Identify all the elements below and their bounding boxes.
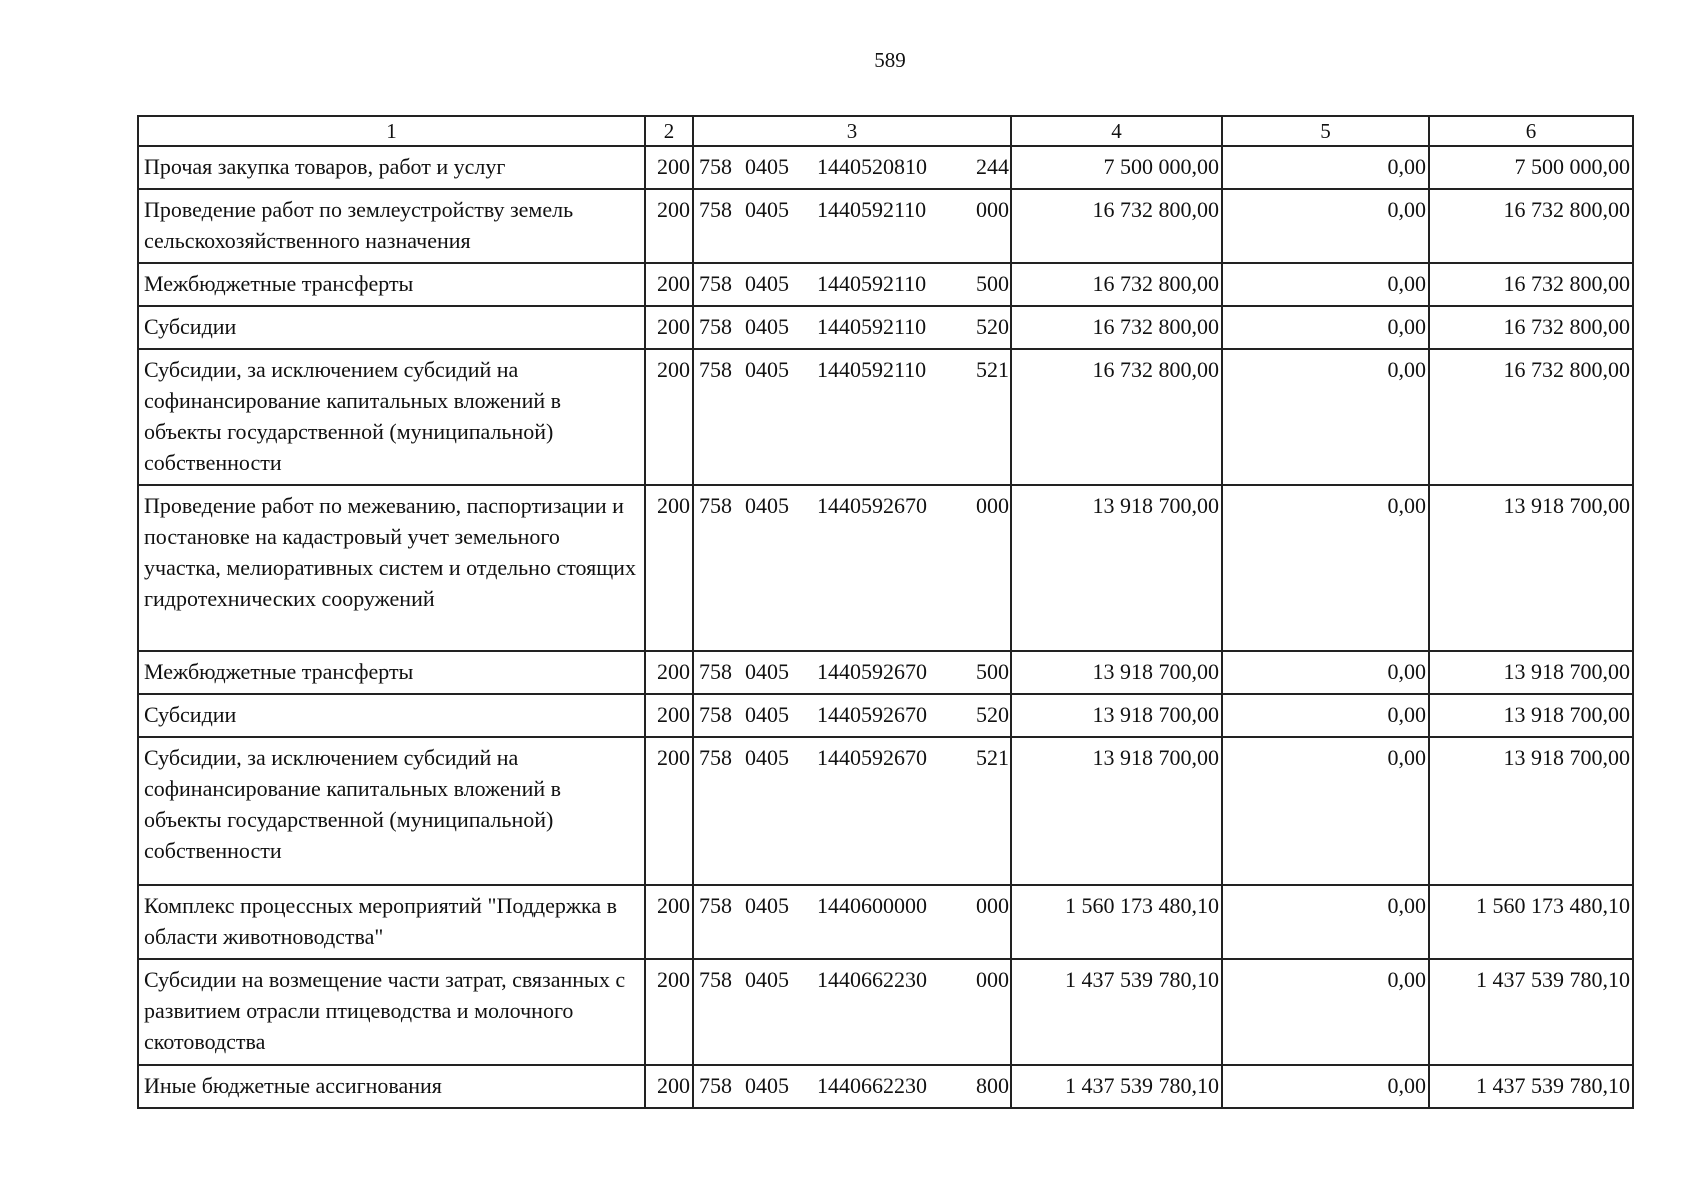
- row-name: Субсидии на возмещение части затрат, связанных с развитием отрасли птицеводства и молочного скотоводства: [138, 959, 645, 1065]
- row-amount-6: 1 437 539 780,10: [1429, 1065, 1633, 1108]
- row-column-2: 200: [645, 885, 693, 959]
- row-amount-4: 7 500 000,00: [1011, 146, 1222, 189]
- row-amount-6: 13 918 700,00: [1429, 694, 1633, 737]
- row-name: Субсидии, за исключением субсидий на софинансирование капитальных вложений в объекты государственной (муниципальной) собственности: [138, 349, 645, 485]
- code-section: 0405: [745, 271, 789, 296]
- budget-table: [137, 115, 1634, 1109]
- code-section: 0405: [745, 314, 789, 339]
- row-amount-5: 0,00: [1222, 306, 1429, 349]
- row-name: Межбюджетные трансферты: [138, 651, 645, 694]
- row-name: Субсидии: [138, 694, 645, 737]
- row-amount-4: 1 437 539 780,10: [1011, 959, 1222, 1065]
- table-row: [138, 349, 1633, 485]
- code-section: 0405: [745, 745, 789, 770]
- row-amount-6: 16 732 800,00: [1429, 349, 1633, 485]
- row-classification-codes: [693, 485, 1011, 651]
- code-target-article: 1440662230: [817, 1073, 927, 1098]
- row-name: Субсидии: [138, 306, 645, 349]
- table-row: [138, 485, 1633, 651]
- page-number: 589: [874, 48, 906, 72]
- code-target-article: 1440592110: [817, 357, 927, 382]
- code-section: 0405: [745, 357, 789, 382]
- row-classification-codes: [693, 651, 1011, 694]
- code-ministry: 758: [699, 493, 732, 518]
- code-ministry: 758: [699, 314, 732, 339]
- row-amount-6: 13 918 700,00: [1429, 737, 1633, 885]
- table-row: [138, 146, 1633, 189]
- table-row: [138, 263, 1633, 306]
- table-row: [138, 651, 1633, 694]
- row-name: Иные бюджетные ассигнования: [138, 1065, 645, 1108]
- row-classification-codes: [693, 146, 1011, 189]
- code-ministry: 758: [699, 893, 732, 918]
- code-expense-type: 244: [976, 154, 1009, 179]
- row-amount-4: 16 732 800,00: [1011, 349, 1222, 485]
- row-column-2: 200: [645, 146, 693, 189]
- row-name: Межбюджетные трансферты: [138, 263, 645, 306]
- code-ministry: 758: [699, 745, 732, 770]
- table-row: [138, 737, 1633, 885]
- code-ministry: 758: [699, 702, 732, 727]
- code-ministry: 758: [699, 197, 732, 222]
- row-amount-5: 0,00: [1222, 189, 1429, 263]
- code-expense-type: 520: [976, 702, 1009, 727]
- row-amount-6: 1 560 173 480,10: [1429, 885, 1633, 959]
- row-amount-6: 16 732 800,00: [1429, 263, 1633, 306]
- row-amount-5: 0,00: [1222, 959, 1429, 1065]
- code-target-article: 1440592670: [817, 659, 927, 684]
- code-section: 0405: [745, 967, 789, 992]
- code-section: 0405: [745, 493, 789, 518]
- code-target-article: 1440592110: [817, 271, 927, 296]
- row-amount-5: 0,00: [1222, 1065, 1429, 1108]
- row-amount-6: 13 918 700,00: [1429, 485, 1633, 651]
- table-row: [138, 306, 1633, 349]
- code-ministry: 758: [699, 154, 732, 179]
- row-amount-5: 0,00: [1222, 885, 1429, 959]
- row-classification-codes: [693, 694, 1011, 737]
- row-amount-5: 0,00: [1222, 694, 1429, 737]
- row-column-2: 200: [645, 485, 693, 651]
- row-amount-5: 0,00: [1222, 263, 1429, 306]
- row-amount-4: 13 918 700,00: [1011, 651, 1222, 694]
- code-section: 0405: [745, 154, 789, 179]
- row-column-2: 200: [645, 1065, 693, 1108]
- row-name: Проведение работ по межеванию, паспортизации и постановке на кадастровый учет земельного участка, мелиоративных систем и отдельно стоящих гидротехнических сооружений: [138, 485, 645, 651]
- code-expense-type: 500: [976, 271, 1009, 296]
- row-amount-4: 13 918 700,00: [1011, 737, 1222, 885]
- row-amount-4: 1 560 173 480,10: [1011, 885, 1222, 959]
- code-ministry: 758: [699, 967, 732, 992]
- row-amount-5: 0,00: [1222, 146, 1429, 189]
- row-classification-codes: [693, 263, 1011, 306]
- row-amount-4: 16 732 800,00: [1011, 189, 1222, 263]
- row-column-2: 200: [645, 306, 693, 349]
- code-expense-type: 500: [976, 659, 1009, 684]
- table-row: [138, 885, 1633, 959]
- table-row: [138, 189, 1633, 263]
- row-name: Прочая закупка товаров, работ и услуг: [138, 146, 645, 189]
- row-classification-codes: [693, 885, 1011, 959]
- code-target-article: 1440600000: [817, 893, 927, 918]
- row-amount-4: 16 732 800,00: [1011, 263, 1222, 306]
- header-cell: 1: [138, 116, 645, 146]
- header-cell: 3: [693, 116, 1011, 146]
- header-cell: 2: [645, 116, 693, 146]
- row-classification-codes: [693, 306, 1011, 349]
- header-cell: 6: [1429, 116, 1633, 146]
- code-target-article: 1440592670: [817, 702, 927, 727]
- row-classification-codes: [693, 349, 1011, 485]
- row-classification-codes: [693, 959, 1011, 1065]
- code-target-article: 1440520810: [817, 154, 927, 179]
- code-section: 0405: [745, 893, 789, 918]
- header-cell: 4: [1011, 116, 1222, 146]
- row-name: Субсидии, за исключением субсидий на софинансирование капитальных вложений в объекты государственной (муниципальной) собственности: [138, 737, 645, 885]
- row-name: Проведение работ по землеустройству земель сельскохозяйственного назначения: [138, 189, 645, 263]
- row-classification-codes: [693, 189, 1011, 263]
- row-amount-6: 1 437 539 780,10: [1429, 959, 1633, 1065]
- code-expense-type: 000: [976, 967, 1009, 992]
- row-amount-6: 13 918 700,00: [1429, 651, 1633, 694]
- code-expense-type: 521: [976, 357, 1009, 382]
- table-row: [138, 959, 1633, 1065]
- row-column-2: 200: [645, 263, 693, 306]
- row-column-2: 200: [645, 694, 693, 737]
- code-section: 0405: [745, 702, 789, 727]
- row-column-2: 200: [645, 737, 693, 885]
- row-classification-codes: [693, 737, 1011, 885]
- row-amount-5: 0,00: [1222, 737, 1429, 885]
- code-expense-type: 520: [976, 314, 1009, 339]
- row-amount-4: 16 732 800,00: [1011, 306, 1222, 349]
- code-section: 0405: [745, 659, 789, 684]
- table-row: [138, 694, 1633, 737]
- row-amount-4: 13 918 700,00: [1011, 694, 1222, 737]
- row-column-2: 200: [645, 959, 693, 1065]
- row-amount-4: 1 437 539 780,10: [1011, 1065, 1222, 1108]
- code-expense-type: 000: [976, 197, 1009, 222]
- code-expense-type: 000: [976, 493, 1009, 518]
- table-header-row: [138, 116, 1633, 146]
- code-ministry: 758: [699, 659, 732, 684]
- row-column-2: 200: [645, 349, 693, 485]
- code-section: 0405: [745, 1073, 789, 1098]
- row-column-2: 200: [645, 189, 693, 263]
- code-target-article: 1440662230: [817, 967, 927, 992]
- code-target-article: 1440592670: [817, 493, 927, 518]
- header-cell: 5: [1222, 116, 1429, 146]
- code-target-article: 1440592110: [817, 197, 927, 222]
- row-amount-4: 13 918 700,00: [1011, 485, 1222, 651]
- code-ministry: 758: [699, 357, 732, 382]
- row-amount-6: 16 732 800,00: [1429, 306, 1633, 349]
- code-target-article: 1440592670: [817, 745, 927, 770]
- code-expense-type: 000: [976, 893, 1009, 918]
- row-classification-codes: [693, 1065, 1011, 1108]
- row-amount-6: 16 732 800,00: [1429, 189, 1633, 263]
- table-row: [138, 1065, 1633, 1108]
- code-expense-type: 521: [976, 745, 1009, 770]
- code-target-article: 1440592110: [817, 314, 927, 339]
- row-amount-6: 7 500 000,00: [1429, 146, 1633, 189]
- row-name: Комплекс процессных мероприятий "Поддержка в области животноводства": [138, 885, 645, 959]
- code-ministry: 758: [699, 271, 732, 296]
- row-amount-5: 0,00: [1222, 485, 1429, 651]
- row-amount-5: 0,00: [1222, 651, 1429, 694]
- code-section: 0405: [745, 197, 789, 222]
- code-expense-type: 800: [976, 1073, 1009, 1098]
- row-amount-5: 0,00: [1222, 349, 1429, 485]
- row-column-2: 200: [645, 651, 693, 694]
- code-ministry: 758: [699, 1073, 732, 1098]
